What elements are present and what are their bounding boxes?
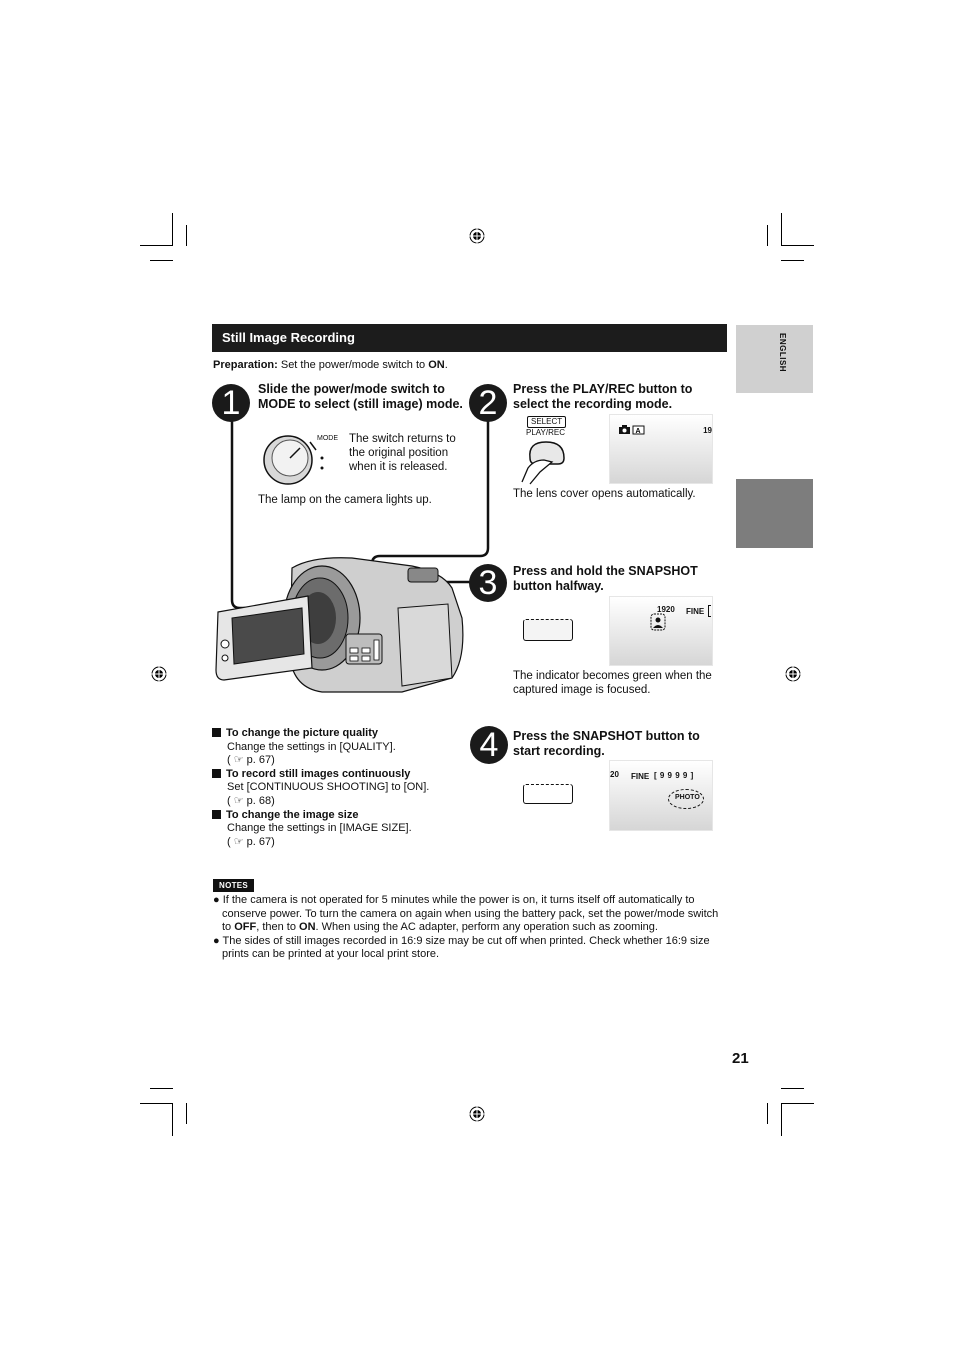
step-4-number: 4 — [470, 726, 508, 764]
notes-label: NOTES — [213, 879, 254, 892]
tip-line: Change the settings in [QUALITY]. — [227, 740, 396, 753]
lcd-size-indicator: 19 — [703, 426, 712, 435]
step-3-footer: The indicator becomes green when the captured image is focused. — [513, 670, 712, 696]
tip-item — [212, 727, 429, 768]
step-2-footer: The lens cover opens automatically. — [513, 488, 696, 500]
play-rec-button-icon — [518, 438, 570, 486]
tip-heading: To change the picture quality — [226, 727, 378, 739]
snapshot-button-half-icon — [523, 619, 573, 641]
lcd-preview-step3 — [609, 596, 713, 666]
tip-heading: To change the image size — [226, 808, 359, 821]
square-bullet-icon — [212, 728, 221, 737]
language-tab-label: ENGLISH — [778, 333, 787, 373]
lcd-image-size: 20 — [610, 770, 619, 779]
note-item: ● If the camera is not operated for 5 minutes while the power is on, it turns itself off automatically to conserve power. To turn the camera on again when using the battery pack, set the power/mode switch to OFF, then to ON. When using the AC adapter, perform any operation such as zooming. — [213, 894, 719, 934]
page-number: 21 — [732, 1050, 749, 1067]
lcd-image-size: 1920 — [657, 605, 675, 614]
note-text: . When using the AC adapter, perform any operation such as zooming. — [315, 921, 658, 934]
tips-list — [212, 727, 429, 849]
square-bullet-icon — [212, 769, 221, 778]
step-4-title: Press the SNAPSHOT button to start recording. — [513, 729, 700, 758]
photo-indicator-label: PHOTO — [675, 794, 700, 801]
note-text: If the camera is not operated for 5 minutes while the power is on, it turns itself off automatically to conserve power. To turn the camera on again when using the battery pack, set the power/mode switch to — [222, 894, 719, 934]
step-2-number: 2 — [469, 384, 507, 422]
tip-heading: To record still images continuously — [226, 767, 411, 780]
lcd-quality: FINE — [686, 607, 705, 616]
tip-item — [212, 809, 429, 850]
step-1-footer: The lamp on the camera lights up. — [258, 494, 432, 506]
camcorder-illustration — [212, 548, 474, 696]
note-emphasis: ON — [299, 921, 316, 934]
step-1-number: 1 — [212, 384, 250, 422]
preparation-label: Preparation: — [213, 359, 278, 371]
step-1-title: Slide the power/mode switch to MODE to select (still image) mode. — [258, 382, 463, 411]
note-item: ● The sides of still images recorded in 16:9 size may be cut off when printed. Check whether 16:9 size prints can be printed at your local print store. — [213, 934, 710, 961]
svg-text:A: A — [635, 428, 641, 435]
lcd-remaining-shots: [ 9 9 9 9 ] — [654, 771, 694, 780]
focus-indicator-icon — [650, 613, 666, 631]
tip-reference: ( ☞ p. 67) — [227, 754, 275, 767]
tip-item — [212, 768, 429, 809]
step-3-title: Press and hold the SNAPSHOT button halfway. — [513, 564, 698, 593]
tip-line: Set [CONTINUOUS SHOOTING] to [ON]. — [227, 781, 430, 794]
notes-list — [213, 894, 729, 962]
section-title: Still Image Recording — [212, 324, 727, 352]
note-text: The sides of still images recorded in 16:9 size may be cut off when printed. Check whether 16:9 size prints can be printed at your local print store. — [222, 934, 710, 961]
step-2-title: Press the PLAY/REC button to select the recording mode. — [513, 382, 693, 411]
lcd-quality: FINE — [631, 772, 650, 781]
mode-dial-label: MODE — [317, 435, 338, 442]
select-label: SELECT — [527, 416, 566, 428]
lcd-preview-step4 — [609, 760, 713, 831]
note-emphasis: OFF — [234, 921, 257, 934]
tip-reference: ( ☞ p. 67) — [227, 835, 275, 848]
snapshot-button-full-icon — [523, 784, 573, 804]
lcd-preview-step2 — [609, 414, 713, 484]
step-3-number: 3 — [469, 564, 507, 602]
still-image-mode-icon — [619, 425, 647, 435]
tip-reference: ( ☞ p. 68) — [227, 794, 275, 807]
lcd-bracket — [708, 605, 711, 617]
preparation-end: . — [444, 359, 448, 371]
preparation-text: Set the power/mode switch to — [277, 359, 429, 371]
note-text: , then to — [256, 921, 300, 934]
preparation-value: ON — [428, 359, 445, 371]
step-1-note: The switch returns to the original position when it is released. — [349, 433, 456, 473]
square-bullet-icon — [212, 810, 221, 819]
tip-line: Change the settings in [IMAGE SIZE]. — [227, 822, 412, 835]
play-rec-label: PLAY/REC — [526, 428, 565, 437]
